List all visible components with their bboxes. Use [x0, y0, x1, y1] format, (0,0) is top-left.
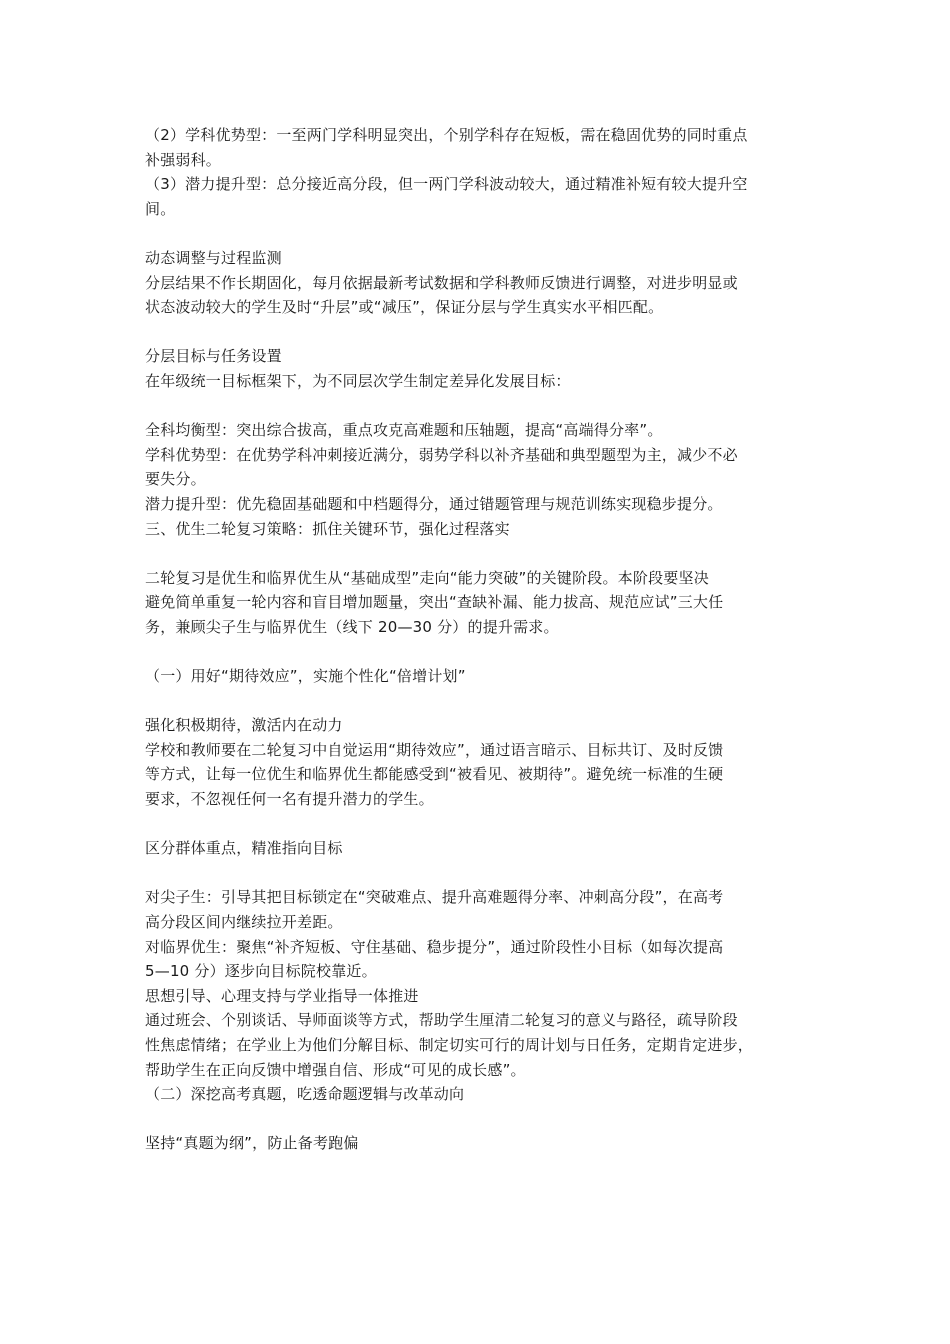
paragraph-line: 学校和教师要在二轮复习中自觉运用“期待效应”，通过语言暗示、目标共订、及时反馈 [145, 740, 724, 759]
paragraph-line: 间。 [145, 199, 176, 218]
paragraph-line: （3）潜力提升型：总分接近高分段，但一两门学科波动较大，通过精准补短有较大提升空 [145, 175, 748, 194]
paragraph-line: 帮助学生在正向反馈中增强自信、形成“可见的成长感”。 [145, 1060, 526, 1079]
blank-line [145, 812, 813, 837]
section-heading: 动态调整与过程监测 [145, 248, 282, 267]
blank-line [145, 1107, 813, 1132]
blank-line [145, 221, 813, 246]
paragraph-line: 要失分。 [145, 470, 206, 489]
paragraph-line: 对尖子生：引导其把目标锁定在“突破难点、提升高难题得分率、冲刺高分段”，在高考 [145, 888, 724, 907]
paragraph-line: 学科优势型：在优势学科冲刺接近满分，弱势学科以补齐基础和典型题型为主，减少不必 [145, 445, 738, 464]
paragraph-line: 务，兼顾尖子生与临界优生（线下 20—30 分）的提升需求。 [145, 617, 559, 636]
paragraph-line: 补强弱科。 [145, 150, 222, 169]
section-heading: 强化积极期待，激活内在动力 [145, 716, 343, 735]
section-heading: 坚持“真题为纲”，防止备考跑偏 [145, 1134, 359, 1153]
paragraph-line: 在年级统一目标框架下，为不同层次学生制定差异化发展目标： [145, 371, 571, 390]
paragraph-line: 5—10 分）逐步向目标院校靠近。 [145, 962, 377, 981]
blank-line [145, 320, 813, 345]
paragraph-line: 状态波动较大的学生及时“升层”或“减压”，保证分层与学生真实水平相匹配。 [145, 298, 664, 317]
paragraph-line: 潜力提升型：优先稳固基础题和中档题得分，通过错题管理与规范训练实现稳步提分。 [145, 494, 723, 513]
subsection-heading: （一）用好“期待效应”，实施个性化“倍增计划” [145, 667, 466, 686]
paragraph-line: 全科均衡型：突出综合拔高，重点攻克高难题和压轴题，提高“高端得分率”。 [145, 421, 663, 440]
document-body [145, 123, 813, 1156]
subsection-heading: （二）深挖高考真题，吃透命题逻辑与改革动向 [145, 1085, 465, 1104]
chapter-heading: 三、优生二轮复习策略：抓住关键环节，强化过程落实 [145, 519, 510, 538]
paragraph-line: 对临界优生：聚焦“补齐短板、守住基础、稳步提分”，通过阶段性小目标（如每次提高 [145, 937, 724, 956]
blank-line [145, 861, 813, 886]
paragraph-line: 要求，不忽视任何一名有提升潜力的学生。 [145, 790, 434, 809]
blank-line [145, 394, 813, 419]
paragraph-line: 性焦虑情绪；在学业上为他们分解目标、制定切实可行的周计划与日任务，定期肯定进步， [145, 1035, 754, 1054]
blank-line [145, 689, 813, 714]
section-heading: 分层目标与任务设置 [145, 347, 282, 366]
section-heading: 区分群体重点，精准指向目标 [145, 839, 343, 858]
paragraph-line: 二轮复习是优生和临界优生从“基础成型”走向“能力突破”的关键阶段。本阶段要坚决 [145, 568, 709, 587]
paragraph-line: 等方式，让每一位优生和临界优生都能感受到“被看见、被期待”。避免统一标准的生硬 [145, 765, 724, 784]
paragraph-line: （2）学科优势型：一至两门学科明显突出，个别学科存在短板，需在稳固优势的同时重点 [145, 126, 748, 144]
blank-line [145, 541, 813, 566]
paragraph-line: 高分段区间内继续拉开差距。 [145, 913, 343, 931]
section-heading: 思想引导、心理支持与学业指导一体推进 [145, 986, 419, 1005]
paragraph-line: 避免简单重复一轮内容和盲目增加题量，突出“查缺补漏、能力拔高、规范应试”三大任 [145, 593, 724, 612]
paragraph-line: 分层结果不作长期固化，每月依据最新考试数据和学科教师反馈进行调整，对进步明显或 [145, 273, 738, 292]
paragraph-line: 通过班会、个别谈话、导师面谈等方式，帮助学生厘清二轮复习的意义与路径，疏导阶段 [145, 1011, 738, 1030]
blank-line [145, 639, 813, 664]
